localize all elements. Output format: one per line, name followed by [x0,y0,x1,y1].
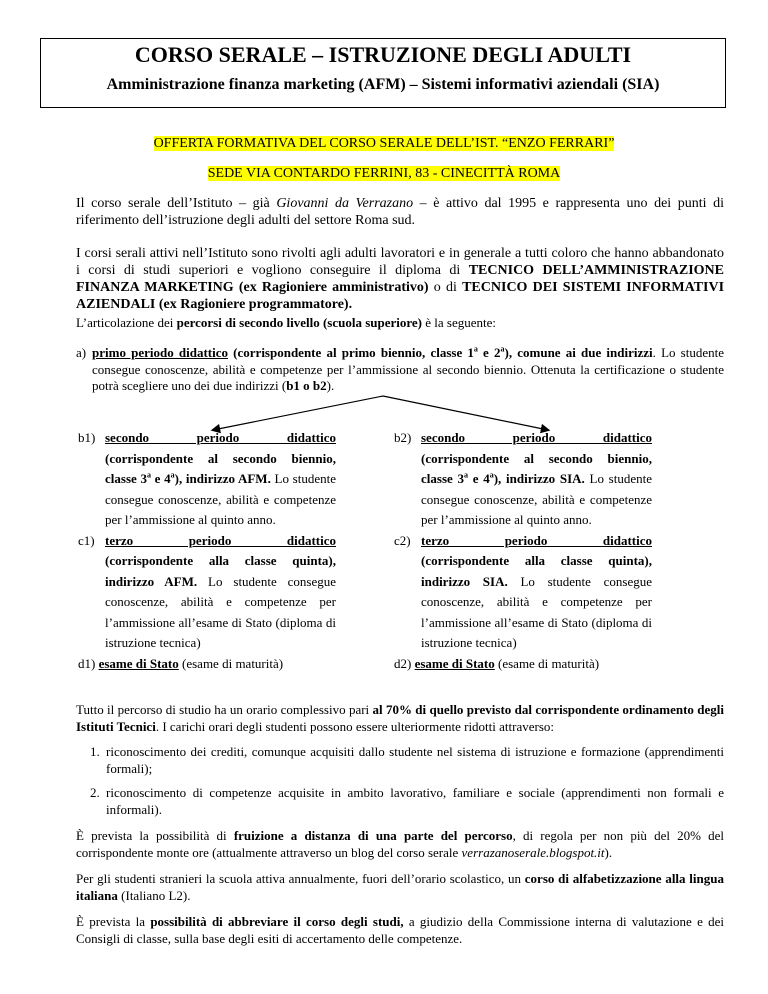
school-former-name: Giovanni da Verrazano [276,196,414,211]
diploma-afm: TECNICO DELL’AMMINISTRAZIONE FINANZA MARKETING (ex Ragioniere amministrativo) [76,263,724,295]
right-item-c2: c2) terzo periodo didattico (corrispondente alla classe quinta), indirizzo SIA. Lo studente consegue conoscenze, abilità e competenze per l’ammissione all’esame di Stato (diploma di istruzione tecnica) [394,532,652,650]
offer-title: OFFERTA FORMATIVA DEL CORSO SERALE DELL’IST. “ENZO FERRARI” [153,136,615,151]
left-item-d1: d1) esame di Stato (esame di maturità) [78,655,284,671]
right-item-b2: b2) secondo periodo didattico (corrispondente al secondo biennio, classe 3$^a$ e 4$^a$), indirizzo SIA. Lo studente consegue conoscenze, abilità e competenze per l’ammissione al quinto anno. [394,430,652,527]
blog-address: verrazanoserale.blogspot.it [461,844,605,860]
document-subtitle: Amministrazione finanza marketing (AFM) – Sistemi informativi aziendali (SIA) [106,76,660,93]
italian-course-paragraph: Per gli studenti stranieri la scuola attiva annualmente, fuori dell’orario scolastico, un corso di alfabetizzazione alla lingua italiana (Italiano L2). [76,871,724,903]
offer-address: SEDE VIA CONTARDO FERRINI, 83 - CINECITTÀ ROMA [207,166,561,181]
right-column-sia [394,428,652,674]
intro-paragraph-2: I corsi serali attivi nell’Istituto sono rivolti agli adulti lavoratori e in generale a tutti coloro che hanno abbandonato i corsi di studi superiori e vogliono conseguire il diploma di TECNICO DELL’AMMINISTRAZIONE FINANZA MARKETING (ex Ragioniere amministrativo) o di TECNICO DEI SISTEMI INFORMATIVI AZIENDALI (ex Ragioniere programmatore). [76,246,725,312]
left-column-afm [78,428,336,674]
reduction-item-2: 2. riconoscimento di competenze acquisite in ambito lavorativo, familiare e sociale (apprendimenti non formali e informali). [90,785,724,817]
intro-paragraph-1: Il corso serale dell’Istituto – già Giovanni da Verrazano – è attivo dal 1995 e rappresenta uno dei punti di riferimento dell’istruzione degli adulti del settore Roma sud. [76,196,724,228]
summary-paragraph: Tutto il percorso di studio ha un orario complessivo pari al 70% di quello previsto dal corrispondente ordinamento degli Istituti Tecnici. I carichi orari degli studenti possono essere ulteriormente ridotti attraverso: [76,702,724,734]
articulation-paragraph: L’articolazione dei percorsi di secondo livello (scuola superiore) è la seguente: [76,315,497,330]
item-a-label: a) [76,345,87,360]
shorten-course-paragraph: È prevista la possibilità di abbreviare il corso degli studi, a giudizio della Commissione interna di valutazione e dei Consigli di classe, sulla base degli esiti di accertamento delle competenze. [76,914,725,946]
item-a-first-period: a) primo periodo didattico (corrispondente al primo biennio, classe 1$^a$ e 2$^a$), comune ai due indirizzi. Lo studente consegue conoscenze, abilità e competenze per l’ammissione al secondo biennio. Ottenuta la certificazione o studente potrà scegliere uno dei due indirizzi (b1 o b2). [76,344,725,393]
left-item-b1: b1) secondo periodo didattico (corrispondente al secondo biennio, classe 3$^a$ e 4$^a$), indirizzo AFM. Lo studente consegue conoscenze, abilità e competenze per l’ammissione al quinto anno. [78,430,336,527]
distance-learning-paragraph: È prevista la possibilità di fruizione a distanza di una parte del percorso, di regola per non più del 20% del corrispondente monte ore (attualmente attraverso un blog del corso serale verrazanoserale.blogspot.it). [76,828,724,860]
left-item-c1: c1) terzo periodo didattico (corrispondente alla classe quinta), indirizzo AFM. Lo studente consegue conoscenze, abilità e competenze per l’ammissione all’esame di Stato (diploma di istruzione tecnica) [78,532,336,650]
right-item-d2: d2) esame di Stato (esame di maturità) [394,655,600,671]
document-title: CORSO SERALE – ISTRUZIONE DEGLI ADULTI [134,42,632,67]
diploma-sia: TECNICO DEI SISTEMI INFORMATIVI AZIENDALI (ex Ragioniere programmatore). [76,280,725,312]
reduction-item-1: 1. riconoscimento dei crediti, comunque acquisiti dallo studente nel sistema di istruzione e formazione (apprendimenti formali); [90,744,724,776]
